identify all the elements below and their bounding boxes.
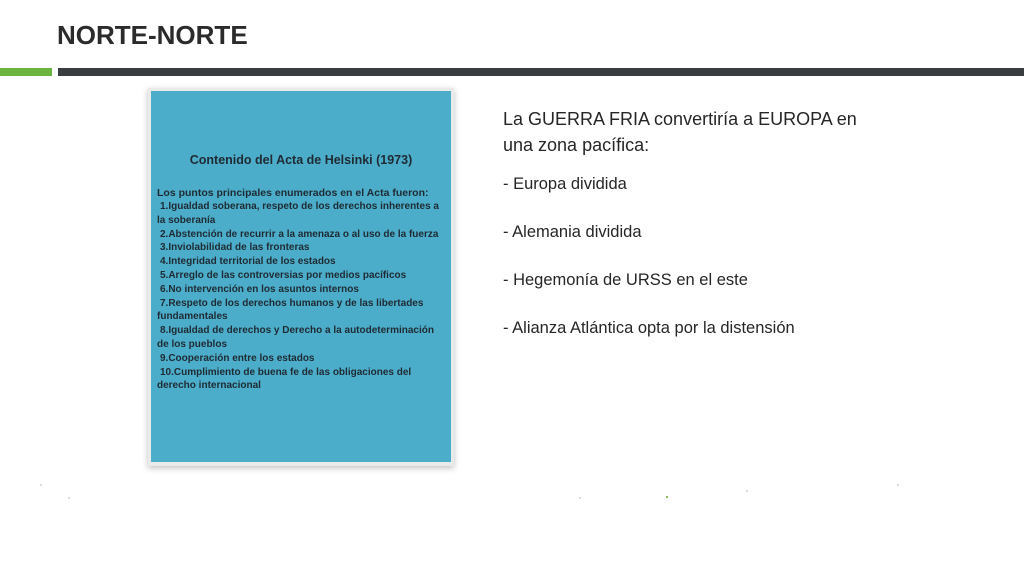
slide-title: NORTE-NORTE [57, 20, 248, 50]
list-item: 6.No intervención en los asuntos internos [160, 283, 359, 295]
list-item: 7.Respeto de los derechos humanos y de las libertades fundamentales [157, 297, 424, 323]
content-list [503, 174, 883, 338]
title-underline-bar [58, 68, 1024, 76]
list-item: 3.Inviolabilidad de las fronteras [160, 242, 310, 254]
decorative-speck [746, 490, 748, 492]
list-item: - Europa dividida [503, 175, 627, 193]
decorative-speck [666, 496, 668, 498]
card-title: Contenido del Acta de Helsinki (1973) [189, 153, 413, 167]
decorative-speck [897, 484, 899, 486]
list-item: 9.Cooperación entre los estados [160, 352, 315, 364]
list-item: 2.Abstención de recurrir a la amenaza o al uso de la fuerza [160, 228, 439, 240]
list-item: 8.Igualdad de derechos y Derecho a la autodeterminación de los pueblos [157, 325, 434, 350]
decorative-speck [40, 484, 42, 486]
list-item: 1.Igualdad soberana, respeto de los derechos inherentes a la soberanía [157, 201, 439, 226]
content-heading: La GUERRA FRIA convertiría a EUROPA en una zona pacífica: [503, 109, 857, 155]
card-list [157, 200, 445, 393]
list-item: 4.Integridad territorial de los estados [160, 256, 336, 268]
list-item: 10.Cumplimiento de buena fe de las obligaciones del derecho internacional [157, 366, 412, 392]
decorative-speck [579, 497, 581, 499]
list-item: - Hegemonía de URSS en el este [503, 271, 748, 289]
content-text [503, 106, 883, 366]
decorative-speck [68, 497, 70, 499]
helsinki-card [151, 91, 451, 462]
list-item: 5.Arreglo de las controversias por medios pacíficos [160, 269, 407, 281]
list-item: - Alemania dividida [503, 223, 642, 241]
card-intro: Los puntos principales enumerados en el Acta fueron: [157, 187, 429, 199]
list-item: - Alianza Atlántica opta por la distensión [503, 319, 795, 337]
accent-bar [0, 68, 52, 76]
